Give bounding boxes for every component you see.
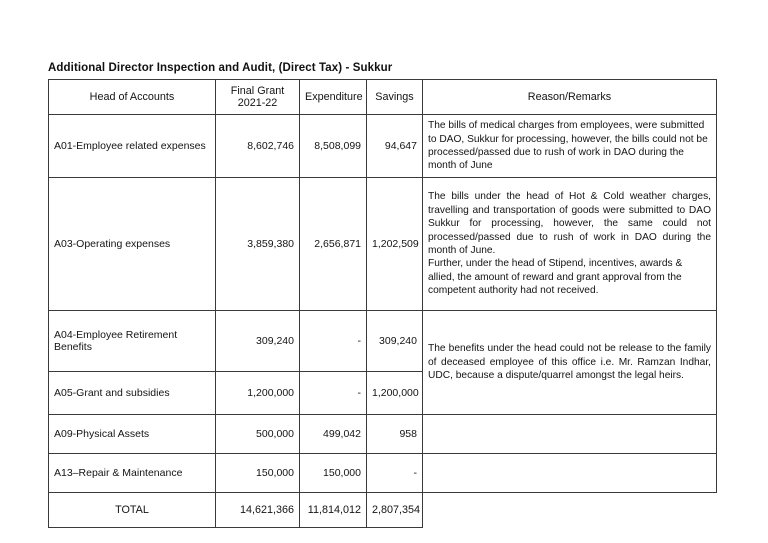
row-reason-remarks (423, 454, 717, 493)
row-expenditure: - (300, 311, 367, 372)
row-final-grant: 3,859,380 (216, 178, 300, 311)
row-final-grant: 1,200,000 (216, 372, 300, 415)
row-savings: 309,240 (367, 311, 423, 372)
row-savings: 1,202,509 (367, 178, 423, 311)
row-expenditure: 150,000 (300, 454, 367, 493)
reason-paragraph-1: The bills under the head of Hot & Cold weather charges, travelling and transportation of goods were submitted to DAO Sukkur for processing, however, the same could not processed/passed due to rush of work in DAO during the month of June. (428, 191, 711, 256)
budget-grant-table (48, 79, 717, 528)
row-expenditure: 499,042 (300, 415, 367, 454)
row-savings: 94,647 (367, 115, 423, 178)
row-savings: 958 (367, 415, 423, 454)
page-title: Additional Director Inspection and Audit, (Direct Tax) - Sukkur (48, 62, 393, 74)
row-expenditure: 2,656,871 (300, 178, 367, 311)
column-header-final-grant-line1: Final Grant (230, 84, 285, 97)
table-row (49, 454, 717, 493)
row-expenditure: 8,508,099 (300, 115, 367, 178)
grant-table-container (48, 79, 716, 528)
table-row (49, 311, 717, 372)
row-final-grant: 500,000 (216, 415, 300, 454)
row-savings: 1,200,000 (367, 372, 423, 415)
row-final-grant: 8,602,746 (216, 115, 300, 178)
table-header (49, 80, 717, 115)
row-final-grant: 150,000 (216, 454, 300, 493)
row-expenditure: - (300, 372, 367, 415)
row-reason-remarks (423, 415, 717, 454)
row-head-of-accounts: A05-Grant and subsidies (49, 372, 216, 415)
column-header-savings: Savings (367, 80, 423, 115)
column-header-expenditure: Expenditure (300, 80, 367, 115)
row-savings: - (367, 454, 423, 493)
row-head-of-accounts: A04-Employee Retirement Benefits (49, 311, 216, 372)
column-header-reason-remarks: Reason/Remarks (423, 80, 717, 115)
total-label: TOTAL (49, 493, 216, 528)
column-header-final-grant (216, 80, 300, 115)
total-savings: 2,807,354 (367, 493, 423, 528)
row-reason-remarks: The bills of medical charges from employees, were submitted to DAO, Sukkur for processing, however, the bills could not be processed/passed due to rush of work in DAO during the month of June (423, 115, 717, 178)
table-row (49, 178, 717, 311)
row-head-of-accounts: A13–Repair & Maintenance (49, 454, 216, 493)
column-header-final-grant-line2: 2021-22 (237, 97, 278, 109)
row-reason-remarks-merged: The benefits under the head could not be release to the family of deceased employee of this office i.e. Mr. Ramzan Indhar, UDC, because a dispute/quarrel amongst the legal heirs. (423, 311, 717, 415)
row-reason-remarks (423, 178, 717, 311)
row-head-of-accounts: A09-Physical Assets (49, 415, 216, 454)
table-body (49, 115, 717, 528)
row-head-of-accounts: A01-Employee related expenses (49, 115, 216, 178)
column-header-head-of-accounts: Head of Accounts (49, 80, 216, 115)
table-header-row (49, 80, 717, 115)
row-final-grant: 309,240 (216, 311, 300, 372)
total-row-empty-cell (423, 493, 717, 528)
table-row (49, 415, 717, 454)
total-final-grant: 14,621,366 (216, 493, 300, 528)
table-total-row (49, 493, 717, 528)
table-row (49, 115, 717, 178)
row-head-of-accounts: A03-Operating expenses (49, 178, 216, 311)
total-expenditure: 11,814,012 (300, 493, 367, 528)
reason-paragraph-2: Further, under the head of Stipend, incentives, awards & allied, the amount of reward and grant approval from the competent authority had not received. (428, 258, 683, 297)
